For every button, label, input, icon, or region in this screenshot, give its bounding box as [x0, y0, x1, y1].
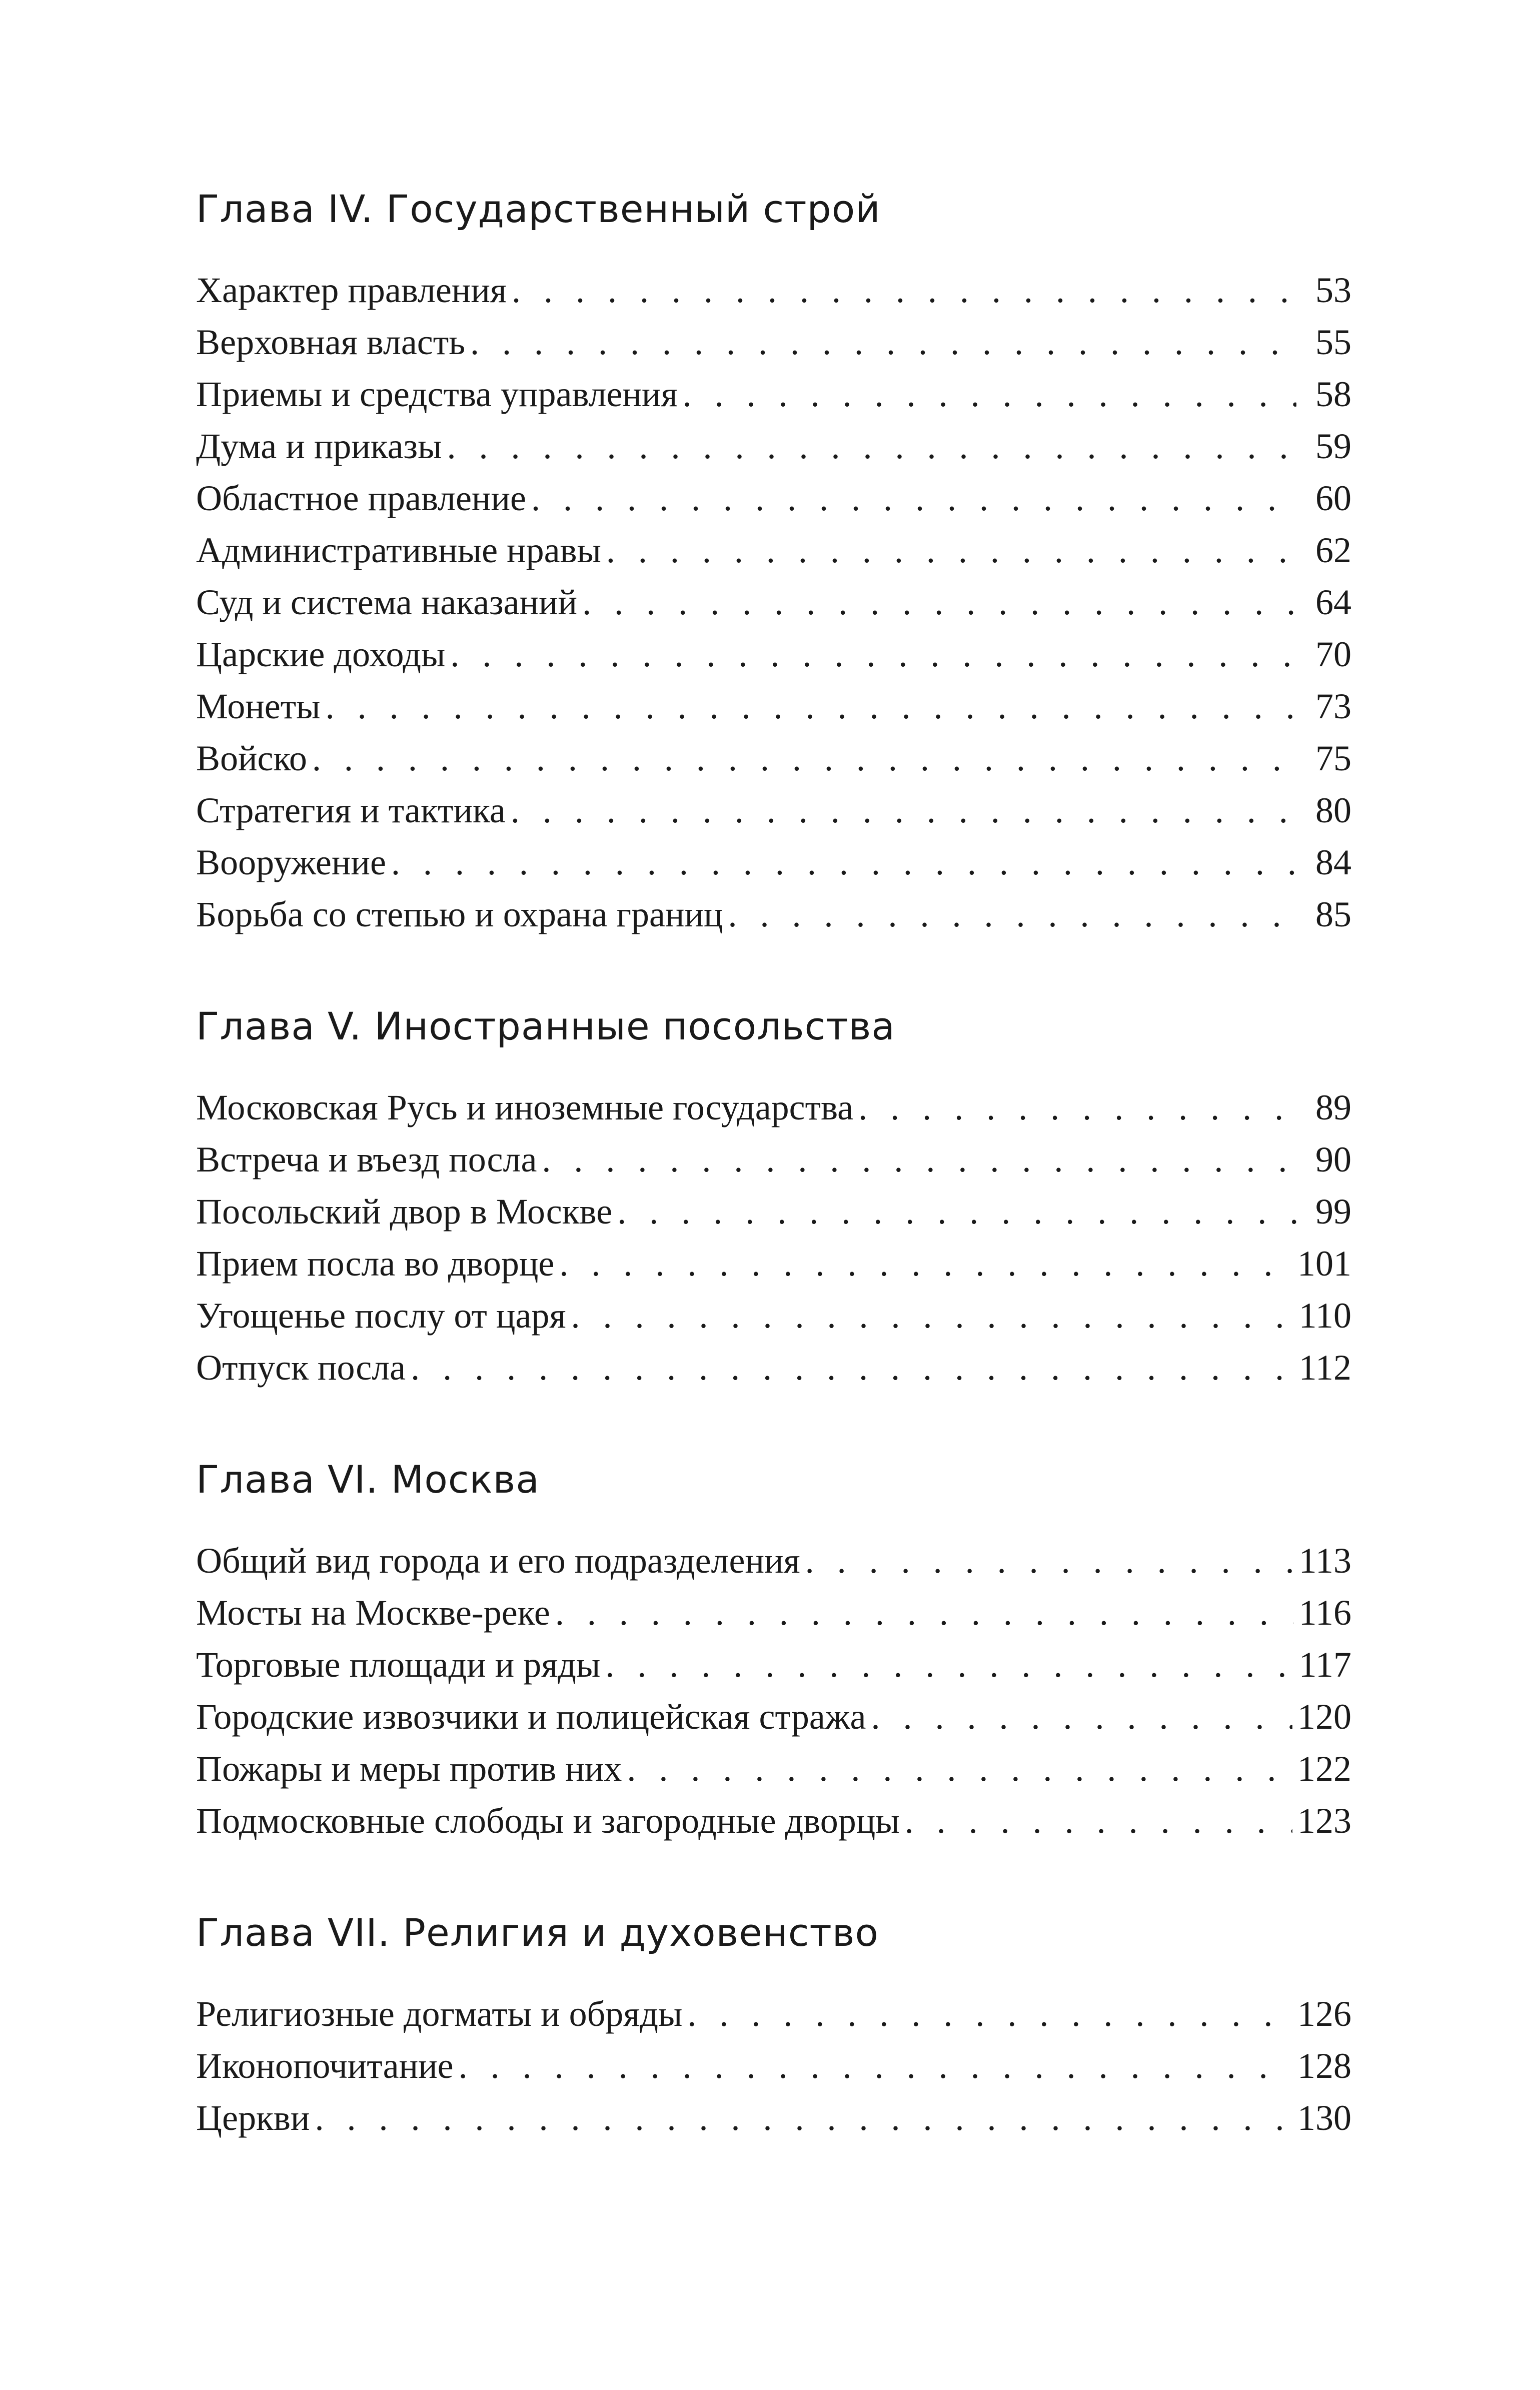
entry-title: Посольский двор в Москве	[196, 1191, 613, 1232]
toc-entry[interactable]	[196, 1795, 1351, 1847]
dot-leader	[858, 1081, 1296, 1133]
toc-entry[interactable]	[196, 264, 1351, 316]
entry-title: Встреча и въезд посла	[196, 1139, 537, 1179]
toc-entry[interactable]	[196, 784, 1351, 836]
entry-title: Борьба со степью и охрана границ	[196, 894, 723, 934]
entry-title: Подмосковные слободы и загородные дворцы	[196, 1801, 900, 1841]
entry-page-number: 60	[1315, 478, 1351, 518]
entry-title: Иконопочитание	[196, 2046, 454, 2086]
dot-leader	[391, 836, 1296, 888]
chapter-title: Глава VII. Религия и духовенство	[196, 1910, 879, 1955]
entry-title: Стратегия и тактика	[196, 790, 506, 830]
entry-title: Городские извозчики и полицейская стража	[196, 1697, 866, 1737]
entry-page-number: 89	[1315, 1087, 1351, 1127]
entry-page-number: 110	[1298, 1296, 1351, 1336]
chapter-5	[196, 1002, 1351, 1394]
dot-leader	[559, 1238, 1292, 1290]
entry-page-number: 116	[1298, 1593, 1351, 1633]
chapter-entries	[196, 1988, 1351, 2144]
chapter-6	[196, 1456, 1351, 1847]
chapter-4	[196, 185, 1351, 940]
entry-page-number: 130	[1297, 2098, 1351, 2138]
toc-entry[interactable]	[196, 1988, 1351, 2040]
toc-entry[interactable]	[196, 1639, 1351, 1691]
entry-title: Войско	[196, 738, 307, 778]
entry-page-number: 70	[1315, 634, 1351, 674]
dot-leader	[728, 888, 1296, 940]
entry-title: Царские доходы	[196, 634, 446, 674]
entry-title: Московская Русь и иноземные государства	[196, 1087, 854, 1127]
entry-title: Пожары и меры против них	[196, 1749, 622, 1789]
chapter-title: Глава IV. Государственный строй	[196, 187, 881, 231]
entry-page-number: 123	[1297, 1801, 1351, 1841]
dot-leader	[683, 368, 1296, 420]
dot-leader	[555, 1587, 1294, 1639]
toc-entry[interactable]	[196, 888, 1351, 940]
dot-leader	[512, 264, 1296, 316]
dot-leader	[687, 1988, 1292, 2040]
chapter-entries	[196, 1535, 1351, 1847]
entry-title: Характер правления	[196, 270, 507, 310]
toc-entry[interactable]	[196, 1535, 1351, 1587]
entry-page-number: 55	[1315, 322, 1351, 362]
dot-leader	[447, 420, 1296, 472]
entry-page-number: 53	[1315, 270, 1351, 310]
toc-entry[interactable]	[196, 1587, 1351, 1639]
dot-leader	[459, 2040, 1292, 2092]
entry-title: Отпуск посла	[196, 1348, 406, 1388]
entry-page-number: 80	[1315, 790, 1351, 830]
dot-leader	[542, 1133, 1296, 1185]
chapter-title: Глава VI. Москва	[196, 1457, 540, 1502]
dot-leader	[470, 316, 1296, 368]
entry-page-number: 122	[1297, 1749, 1351, 1789]
entry-title: Мосты на Москве-реке	[196, 1593, 550, 1633]
table-of-contents	[196, 185, 1351, 2144]
toc-entry[interactable]	[196, 524, 1351, 576]
chapter-entries	[196, 1081, 1351, 1394]
toc-entry[interactable]	[196, 1133, 1351, 1185]
entry-title: Религиозные догматы и обряды	[196, 1994, 683, 2034]
dot-leader	[871, 1691, 1293, 1743]
entry-title: Общий вид города и его подразделения	[196, 1541, 800, 1581]
entry-title: Приемы и средства управления	[196, 374, 678, 414]
dot-leader	[571, 1290, 1293, 1342]
entry-title: Суд и система наказаний	[196, 582, 578, 622]
dot-leader	[617, 1185, 1296, 1238]
entry-page-number: 59	[1315, 426, 1351, 466]
dot-leader	[312, 732, 1296, 784]
entry-page-number: 64	[1315, 582, 1351, 622]
chapter-7	[196, 1909, 1351, 2144]
toc-entry[interactable]	[196, 1081, 1351, 1133]
toc-entry[interactable]	[196, 1238, 1351, 1290]
dot-leader	[450, 628, 1296, 680]
entry-title: Административные нравы	[196, 530, 601, 570]
dot-leader	[605, 1639, 1293, 1691]
entry-page-number: 126	[1297, 1994, 1351, 2034]
entry-title: Церкви	[196, 2098, 310, 2138]
toc-entry[interactable]	[196, 1743, 1351, 1795]
entry-page-number: 85	[1315, 894, 1351, 934]
entry-title: Дума и приказы	[196, 426, 442, 466]
toc-entry[interactable]	[196, 628, 1351, 680]
toc-entry[interactable]	[196, 1290, 1351, 1342]
chapter-title: Глава V. Иностранные посольства	[196, 1004, 895, 1048]
entry-page-number: 99	[1315, 1191, 1351, 1232]
toc-entry[interactable]	[196, 1185, 1351, 1238]
dot-leader	[411, 1342, 1294, 1394]
entry-page-number: 75	[1315, 738, 1351, 778]
entry-title: Монеты	[196, 686, 321, 726]
dot-leader	[531, 472, 1296, 524]
dot-leader	[326, 680, 1296, 732]
entry-page-number: 112	[1298, 1348, 1351, 1388]
entry-page-number: 84	[1315, 842, 1351, 882]
toc-entry[interactable]	[196, 2040, 1351, 2092]
entry-page-number: 113	[1298, 1541, 1351, 1581]
toc-entry[interactable]	[196, 1342, 1351, 1394]
toc-entry[interactable]	[196, 316, 1351, 368]
entry-title: Прием посла во дворце	[196, 1244, 555, 1284]
entry-page-number: 120	[1297, 1697, 1351, 1737]
entry-title: Областное правление	[196, 478, 526, 518]
toc-entry[interactable]	[196, 2092, 1351, 2144]
entry-title: Вооружение	[196, 842, 386, 882]
entry-page-number: 58	[1315, 374, 1351, 414]
toc-entry[interactable]	[196, 1691, 1351, 1743]
toc-entry[interactable]	[196, 576, 1351, 628]
toc-entry[interactable]	[196, 680, 1351, 732]
entry-title: Торговые площади и ряды	[196, 1645, 601, 1685]
dot-leader	[627, 1743, 1292, 1795]
entry-page-number: 117	[1298, 1645, 1351, 1685]
toc-entry[interactable]	[196, 836, 1351, 888]
chapter-entries	[196, 264, 1351, 940]
entry-title: Верховная власть	[196, 322, 466, 362]
dot-leader	[606, 524, 1296, 576]
entry-page-number: 101	[1297, 1244, 1351, 1284]
dot-leader	[315, 2092, 1292, 2144]
dot-leader	[511, 784, 1296, 836]
toc-entry[interactable]	[196, 472, 1351, 524]
entry-page-number: 62	[1315, 530, 1351, 570]
dot-leader	[582, 576, 1296, 628]
entry-page-number: 128	[1297, 2046, 1351, 2086]
entry-page-number: 73	[1315, 686, 1351, 726]
dot-leader	[905, 1795, 1292, 1847]
dot-leader	[805, 1535, 1294, 1587]
entry-page-number: 90	[1315, 1139, 1351, 1179]
toc-entry[interactable]	[196, 732, 1351, 784]
toc-entry[interactable]	[196, 420, 1351, 472]
entry-title: Угощенье послу от царя	[196, 1296, 566, 1336]
toc-entry[interactable]	[196, 368, 1351, 420]
